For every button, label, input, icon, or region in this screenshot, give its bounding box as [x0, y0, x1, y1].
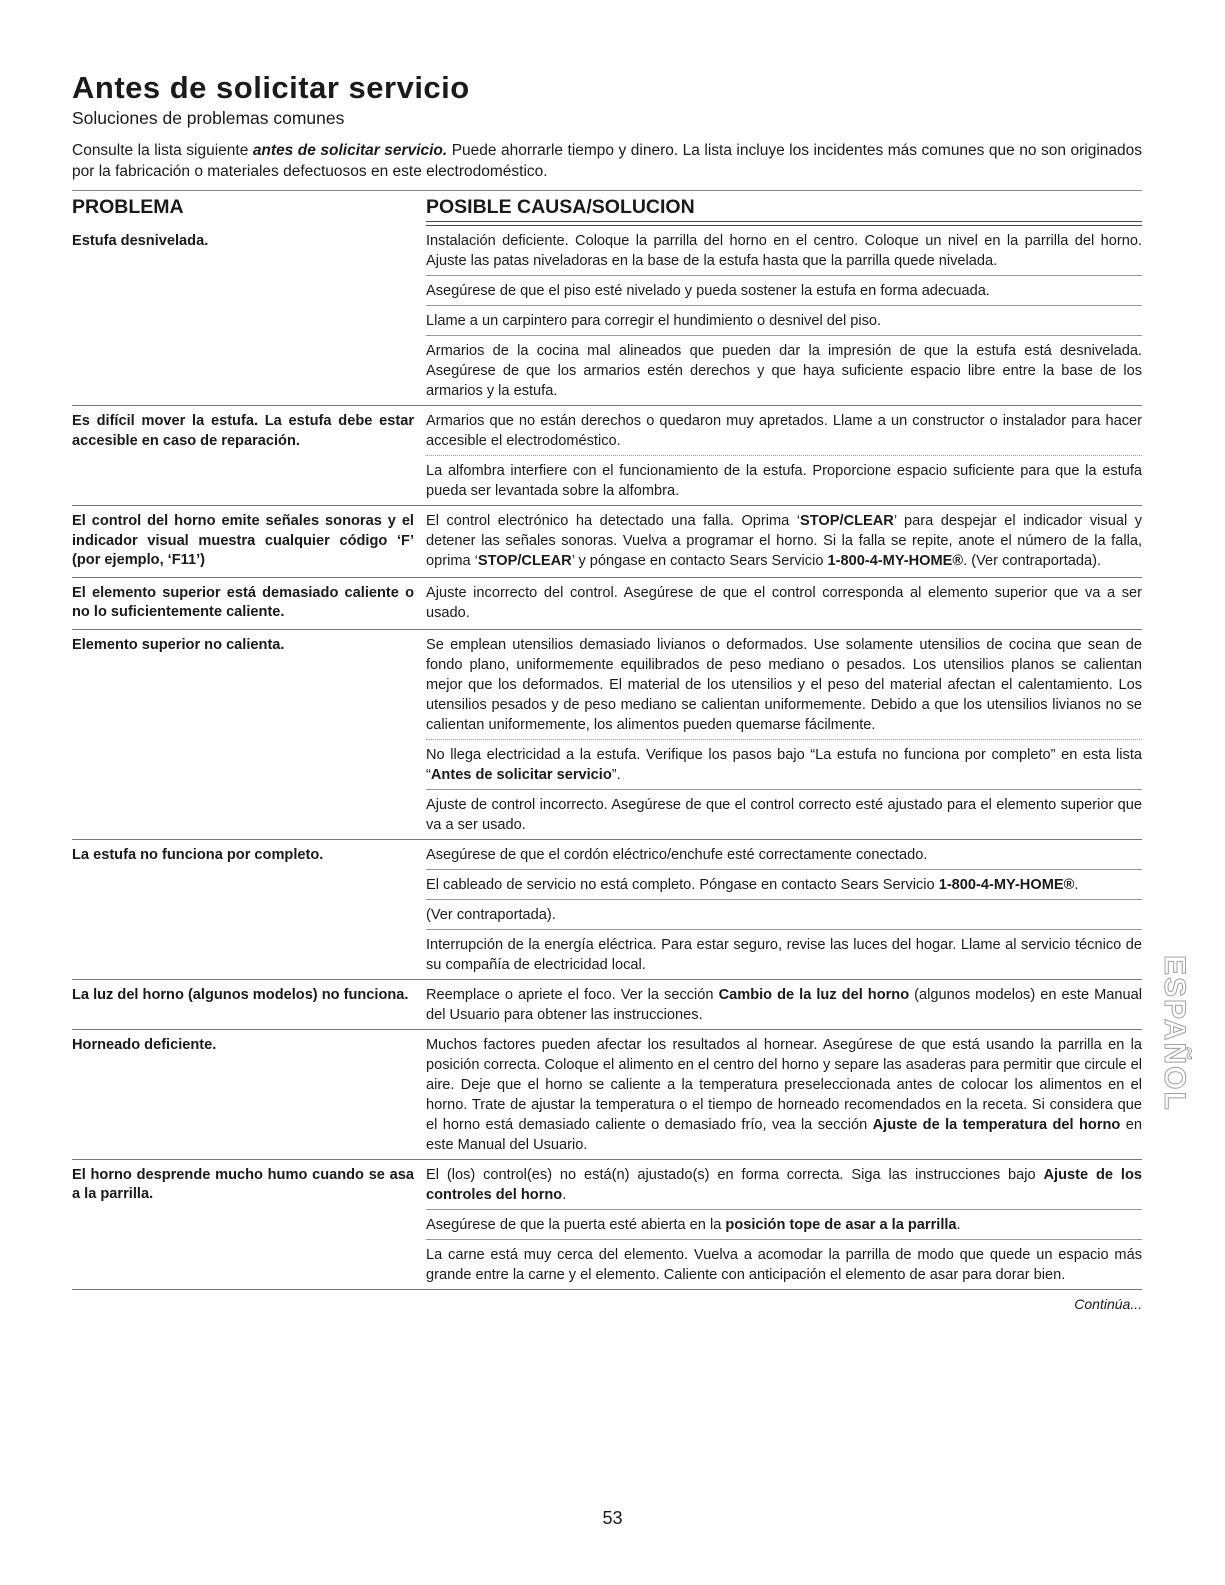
problem-cell: El control del horno emite señales sonoras y el indicador visual muestra cualquier código ‘F’ (por ejemplo, ‘F11’): [72, 513, 414, 568]
column-headers: [72, 191, 1142, 219]
page-number: 53: [602, 1508, 623, 1528]
intro-emphasis: antes de solicitar servicio.: [252, 142, 448, 159]
problem-cell: El horno desprende mucho humo cuando se asa a la parrilla.: [72, 1166, 414, 1202]
intro-text-start: Consulte la lista siguiente: [72, 142, 253, 159]
cause-list: [426, 406, 1142, 505]
intro-paragraph: [72, 140, 1142, 182]
cause-list: [426, 980, 1142, 1029]
cause-item: Armarios de la cocina mal alineados que pueden dar la impresión de que la estufa está desnivelada. Asegúrese de que los armarios estén derechos y que haya suficiente espacio libre entre la base de los armarios y la estufa.: [426, 343, 1142, 399]
table-row: [72, 1030, 1142, 1160]
cause-list: [426, 226, 1142, 405]
troubleshooting-table: [72, 226, 1142, 1290]
cause-item: Interrupción de la energía eléctrica. Para estar seguro, revise las luces del hogar. Llame al servicio técnico de su compañía de electricidad local.: [426, 936, 1142, 973]
continued-label: Continúa...: [1074, 1295, 1142, 1312]
cause-item: El control electrónico ha detectado una falla. Oprima ‘STOP/CLEAR’ para despejar el indicador visual y detener las señales sonoras. Vuelva a programar el horno. Si la falla se repite, anote el número de la falla, oprima ‘STOP/CLEAR’ y póngase en contacto Sears Servicio 1-800-4-MY-HOME®. (Ver contraportada).: [426, 513, 1142, 569]
side-language-tab: [1155, 955, 1195, 1112]
table-row: [72, 840, 1142, 980]
page-title: Antes de solicitar servicio: [72, 70, 470, 105]
table-row: [72, 1160, 1142, 1290]
cause-item: Llame a un carpintero para corregir el hundimiento o desnivel del piso.: [426, 306, 1142, 336]
cause-item: Reemplace o apriete el foco. Ver la sección Cambio de la luz del horno (algunos modelos) en este Manual del Usuario para obtener las instrucciones.: [426, 986, 1142, 1023]
header-rule: [426, 221, 1142, 222]
cause-column-header: POSIBLE CAUSA/SOLUCION: [426, 196, 695, 218]
cause-list: [426, 840, 1142, 979]
side-language-label: ESPAÑOL: [1158, 955, 1191, 1112]
cause-item: Ajuste incorrecto del control. Asegúrese de que el control corresponda al elemento superior que va a ser usado.: [426, 584, 1142, 621]
cause-list: [426, 506, 1142, 577]
cause-list: [426, 1030, 1142, 1159]
problem-cell: El elemento superior está demasiado caliente o no lo suficientemente caliente.: [72, 584, 414, 620]
cause-item: Armarios que no están derechos o quedaron muy apretados. Llame a un constructor o instalador para hacer accesible el electrodoméstico.: [426, 406, 1142, 456]
cause-item: Asegúrese de que el piso esté nivelado y pueda sostener la estufa en forma adecuada.: [426, 276, 1142, 306]
cause-item: El cableado de servicio no está completo. Póngase en contacto Sears Servicio 1-800-4-MY-HOME®.: [426, 870, 1142, 900]
problem-cell: La luz del horno (algunos modelos) no funciona.: [72, 986, 409, 1003]
cause-item: Muchos factores pueden afectar los resultados al hornear. Asegúrese de que está usando la parrilla en la posición correcta. Coloque el alimento en el centro del horno y separe las asaderas para permitir que circule el aire. Deje que el horno se caliente a la temperatura preseleccionada antes de colocar los alimentos en el horno. Trate de ajustar la temperatura o el tiempo de horneado recomendados en la receta. Si considera que el horno está demasiado caliente o demasiado frío, vea la sección Ajuste de la temperatura del horno en este Manual del Usuario.: [426, 1036, 1142, 1153]
table-row: [72, 578, 1142, 630]
cause-item: El (los) control(es) no está(n) ajustado(s) en forma correcta. Siga las instrucciones bajo Ajuste de los controles del horno.: [426, 1160, 1142, 1210]
table-row: [72, 980, 1142, 1030]
cause-list: [426, 1160, 1142, 1289]
cause-item: Asegúrese de que la puerta esté abierta en la posición tope de asar a la parrilla.: [426, 1210, 1142, 1240]
page-subtitle: Soluciones de problemas comunes: [72, 108, 345, 128]
table-row: [72, 406, 1142, 506]
problem-cell: Elemento superior no calienta.: [72, 636, 285, 653]
problem-cell: Es difícil mover la estufa. La estufa debe estar accesible en caso de reparación.: [72, 413, 414, 449]
cause-item: Ajuste de control incorrecto. Asegúrese de que el control correcto esté ajustado para el elemento superior que va a ser usado.: [426, 796, 1142, 833]
table-row: [72, 506, 1142, 578]
problem-cell: La estufa no funciona por completo.: [72, 846, 324, 863]
cause-item: Instalación deficiente. Coloque la parrilla del horno en el centro. Coloque un nivel en la parrilla del horno. Ajuste las patas niveladoras en la base de la estufa hasta que la parrilla quede nivelada.: [426, 226, 1142, 276]
cause-item: (Ver contraportada).: [426, 900, 1142, 930]
problem-column-header: PROBLEMA: [72, 196, 184, 218]
cause-item: Asegúrese de que el cordón eléctrico/enchufe esté correctamente conectado.: [426, 840, 1142, 870]
cause-item: Se emplean utensilios demasiado livianos o deformados. Use solamente utensilios de cocina que sean de fondo plano, uniformemente equilibrados de peso mediano o pesados. Los utensilios planos se calientan mejor que los deformados. El material de los utensilios y el peso del material afectan el calentamiento. Los utensilios pesados y de peso mediano se calientan uniformemente. Debido a que los utensilios livianos no se calientan uniformemente, los alimentos pueden quemarse fácilmente.: [426, 630, 1142, 740]
table-row: [72, 226, 1142, 406]
cause-list: [426, 630, 1142, 839]
cause-item: La carne está muy cerca del elemento. Vuelva a acomodar la parrilla de modo que quede un espacio más grande entre la carne y el elemento. Caliente con anticipación el elemento de asar para dorar bien.: [426, 1246, 1142, 1283]
cause-item: No llega electricidad a la estufa. Verifique los pasos bajo “La estufa no funciona por completo” en esta lista “Antes de solicitar servicio”.: [426, 740, 1142, 790]
problem-cell: Estufa desnivelada.: [72, 233, 209, 249]
troubleshooting-page: [72, 70, 1142, 1312]
intro-text-end: Puede ahorrarle tiempo y dinero. La lista incluye los incidentes más comunes que no son originados por la fabricación o materiales defectuosos en este electrodoméstico.: [72, 142, 1142, 180]
table-row: [72, 630, 1142, 840]
problem-cell: Horneado deficiente.: [72, 1036, 217, 1053]
cause-item: La alfombra interfiere con el funcionamiento de la estufa. Proporcione espacio suficiente para que la estufa pueda ser levantada sobre la alfombra.: [426, 463, 1142, 499]
cause-list: [426, 578, 1142, 629]
